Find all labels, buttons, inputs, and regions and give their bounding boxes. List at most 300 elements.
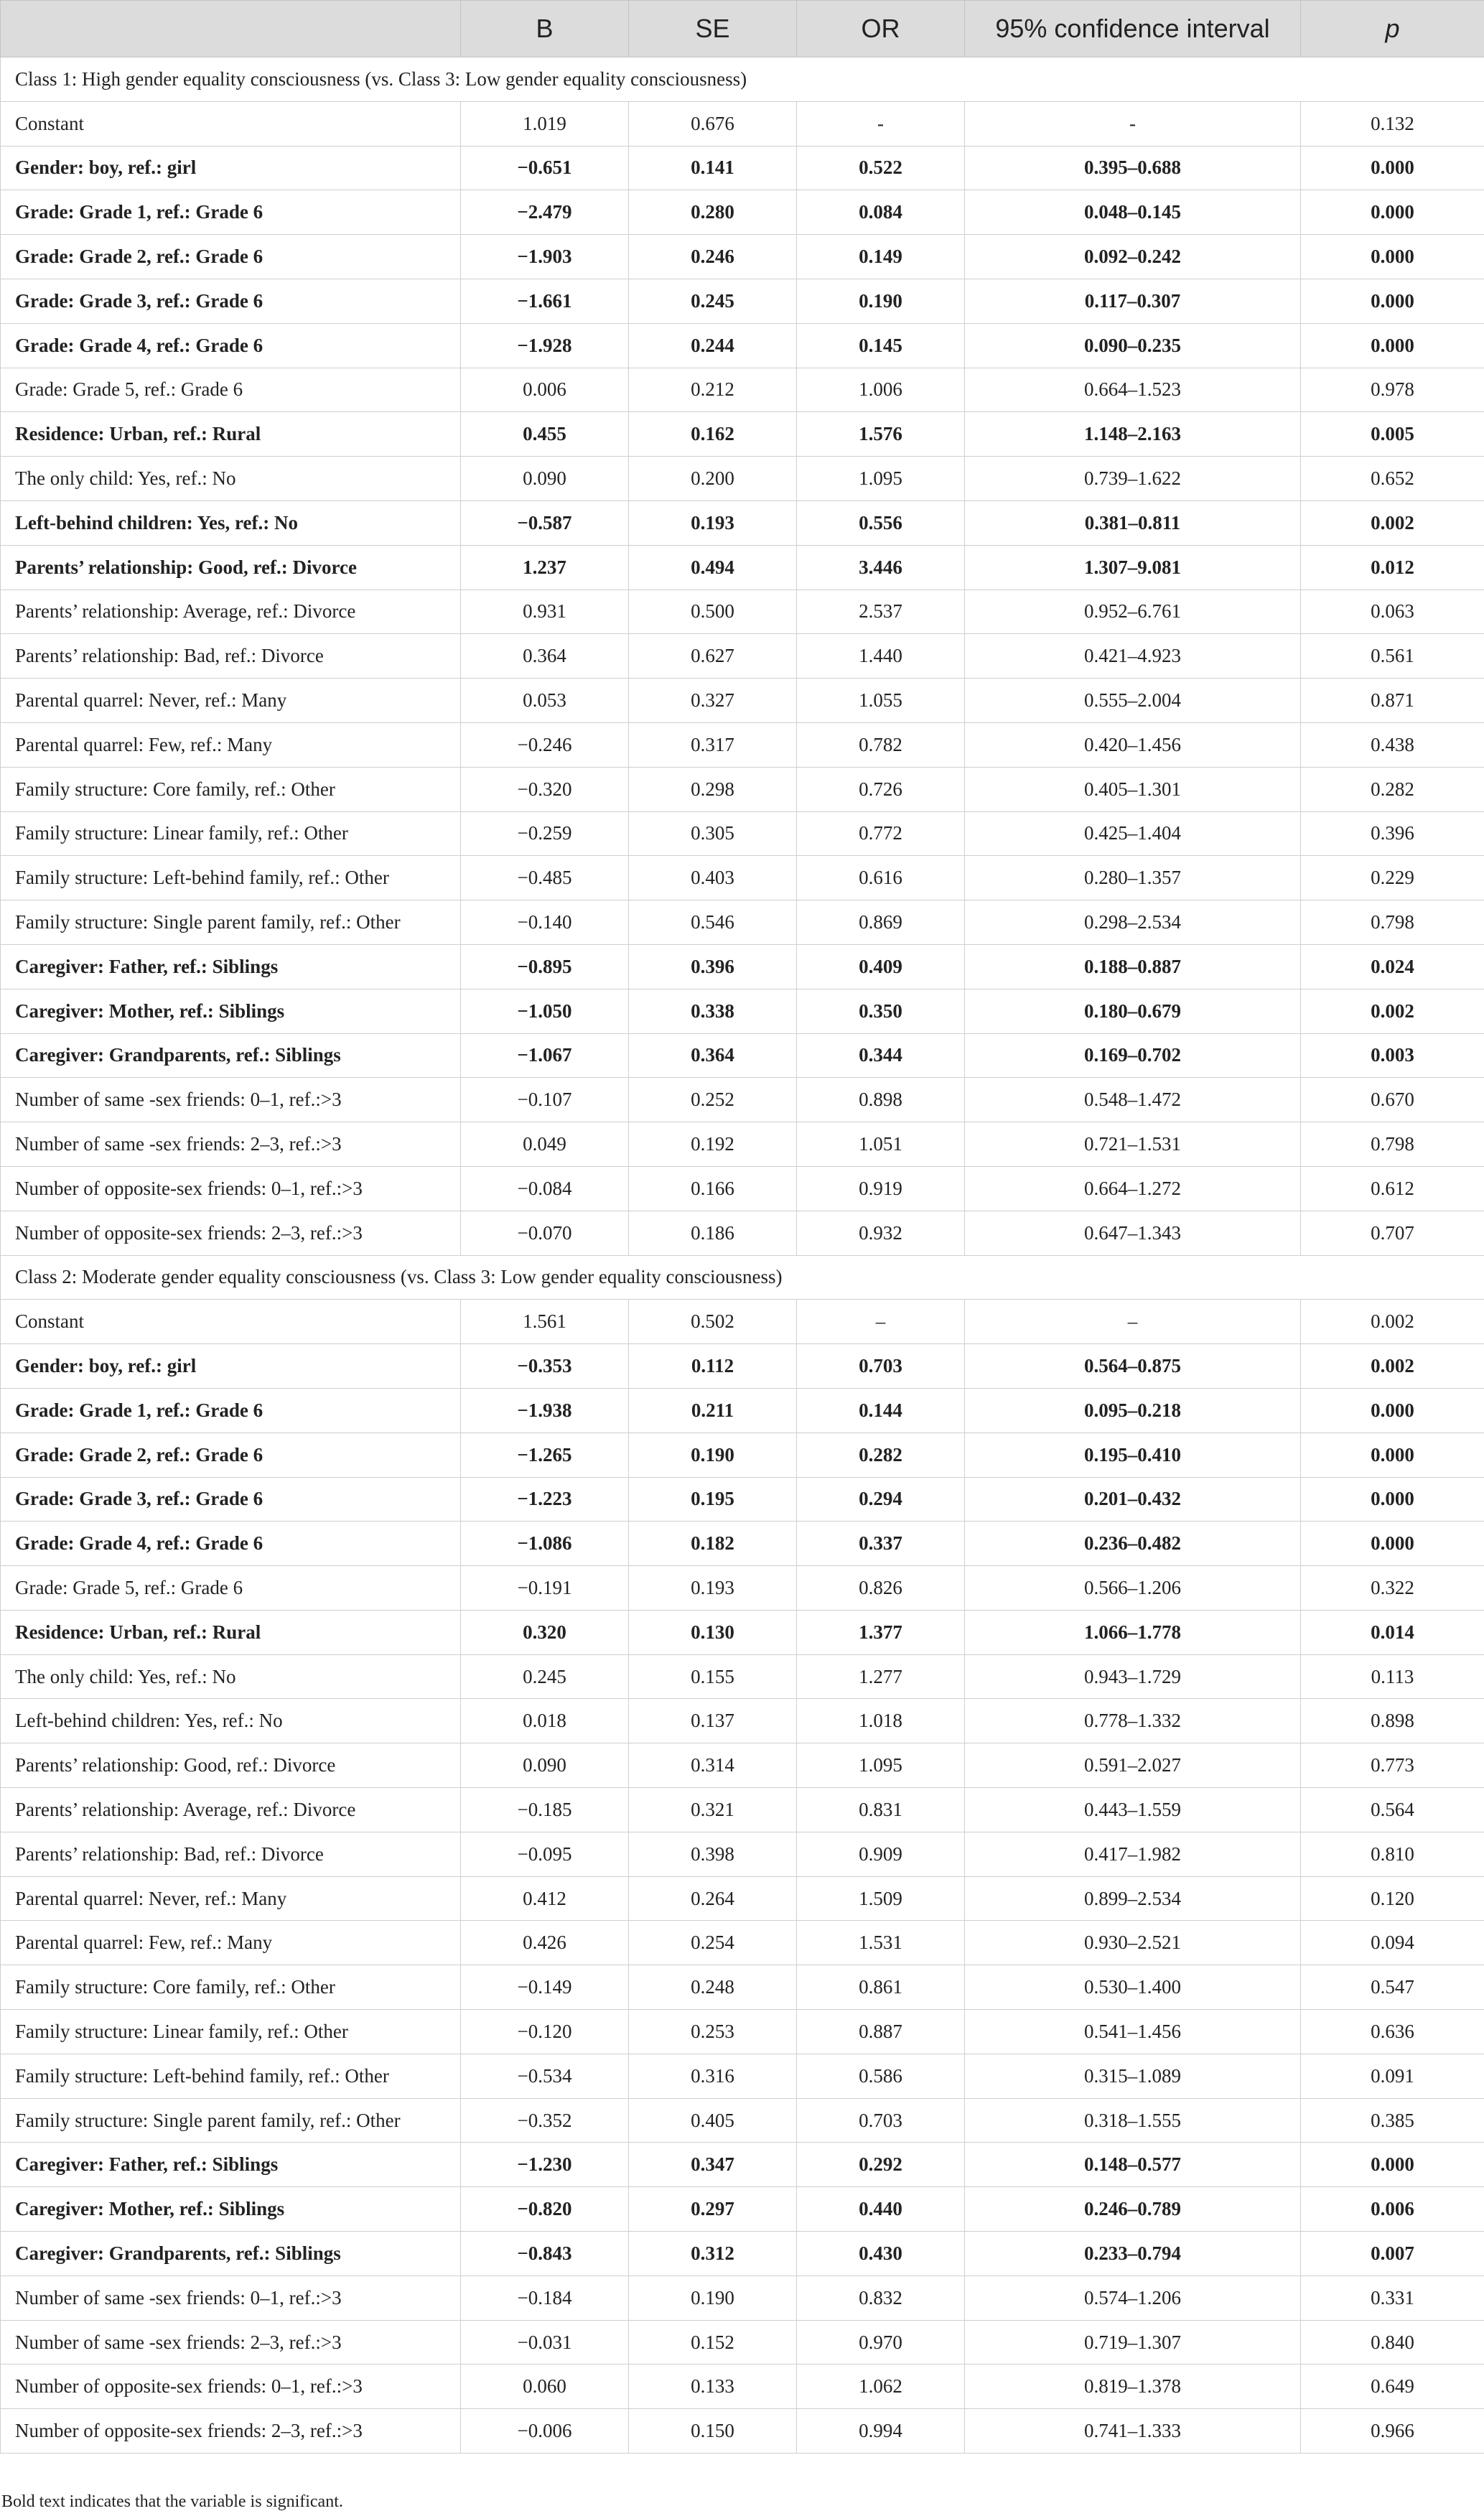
- ci-cell: 0.090–0.235: [965, 323, 1301, 368]
- p-cell: 0.132: [1301, 101, 1484, 146]
- se-cell: 0.305: [629, 811, 797, 856]
- variable-label: Constant: [1, 101, 461, 146]
- or-cell: 0.522: [797, 146, 965, 190]
- variable-label: Parents’ relationship: Good, ref.: Divorce: [1, 545, 461, 590]
- table-row: [1, 1078, 1484, 1122]
- header-or: OR: [797, 1, 965, 57]
- or-cell: 1.055: [797, 679, 965, 723]
- or-cell: 1.062: [797, 2365, 965, 2409]
- variable-label: Number of opposite-sex friends: 2–3, ref.:>3: [1, 2409, 461, 2454]
- ci-cell: 0.395–0.688: [965, 146, 1301, 190]
- p-cell: 0.005: [1301, 412, 1484, 457]
- or-cell: 0.832: [797, 2275, 965, 2320]
- section-header-row: [1, 57, 1484, 102]
- ci-cell: 0.741–1.333: [965, 2409, 1301, 2454]
- table-row: [1, 190, 1484, 235]
- b-cell: −0.140: [461, 900, 629, 945]
- se-cell: 0.280: [629, 190, 797, 235]
- or-cell: 0.772: [797, 811, 965, 856]
- or-cell: 0.149: [797, 235, 965, 279]
- or-cell: 1.095: [797, 1743, 965, 1788]
- b-cell: −1.903: [461, 235, 629, 279]
- table-row: [1, 811, 1484, 856]
- se-cell: 0.112: [629, 1344, 797, 1389]
- variable-label: Number of opposite-sex friends: 0–1, ref.:>3: [1, 1166, 461, 1211]
- table-row: [1, 1300, 1484, 1344]
- variable-label: Residence: Urban, ref.: Rural: [1, 412, 461, 457]
- b-cell: −0.820: [461, 2187, 629, 2232]
- variable-label: Family structure: Left-behind family, ref.: Other: [1, 856, 461, 900]
- p-cell: 0.547: [1301, 1965, 1484, 2010]
- table-row: [1, 1388, 1484, 1432]
- ci-cell: 0.381–0.811: [965, 500, 1301, 545]
- p-cell: 0.094: [1301, 1921, 1484, 1965]
- table-body: [1, 57, 1484, 2454]
- se-cell: 0.627: [629, 634, 797, 679]
- or-cell: 3.446: [797, 545, 965, 590]
- or-cell: 1.531: [797, 1921, 965, 1965]
- or-cell: 0.703: [797, 2098, 965, 2143]
- table-row: [1, 1654, 1484, 1699]
- p-cell: 0.898: [1301, 1699, 1484, 1743]
- se-cell: 0.190: [629, 2275, 797, 2320]
- p-cell: 0.810: [1301, 1832, 1484, 1876]
- b-cell: 0.090: [461, 457, 629, 501]
- ci-cell: 0.930–2.521: [965, 1921, 1301, 1965]
- ci-cell: -: [965, 101, 1301, 146]
- table-row: [1, 900, 1484, 945]
- table-row: [1, 2098, 1484, 2143]
- variable-label: Caregiver: Father, ref.: Siblings: [1, 2143, 461, 2187]
- variable-label: Caregiver: Father, ref.: Siblings: [1, 944, 461, 989]
- variable-label: Parents’ relationship: Bad, ref.: Divorce: [1, 1832, 461, 1876]
- p-cell: 0.385: [1301, 2098, 1484, 2143]
- or-cell: 0.337: [797, 1522, 965, 1566]
- p-cell: 0.966: [1301, 2409, 1484, 2454]
- ci-cell: 0.647–1.343: [965, 1211, 1301, 1255]
- ci-cell: 0.566–1.206: [965, 1566, 1301, 1611]
- p-cell: 0.773: [1301, 1743, 1484, 1788]
- ci-cell: 0.148–0.577: [965, 2143, 1301, 2187]
- p-cell: 0.000: [1301, 279, 1484, 323]
- b-cell: −0.651: [461, 146, 629, 190]
- variable-label: Grade: Grade 2, ref.: Grade 6: [1, 1432, 461, 1477]
- p-cell: 0.000: [1301, 190, 1484, 235]
- variable-label: Family structure: Core family, ref.: Other: [1, 767, 461, 811]
- table-row: [1, 2320, 1484, 2365]
- p-cell: 0.612: [1301, 1166, 1484, 1211]
- b-cell: −0.184: [461, 2275, 629, 2320]
- variable-label: Parental quarrel: Few, ref.: Many: [1, 1921, 461, 1965]
- table-row: [1, 1699, 1484, 1743]
- b-cell: 0.455: [461, 412, 629, 457]
- table-row: [1, 500, 1484, 545]
- se-cell: 0.253: [629, 2010, 797, 2054]
- p-cell: 0.012: [1301, 545, 1484, 590]
- ci-cell: 0.530–1.400: [965, 1965, 1301, 2010]
- p-cell: 0.091: [1301, 2054, 1484, 2098]
- se-cell: 0.152: [629, 2320, 797, 2365]
- b-cell: −0.587: [461, 500, 629, 545]
- p-cell: 0.707: [1301, 1211, 1484, 1255]
- p-cell: 0.798: [1301, 900, 1484, 945]
- se-cell: 0.190: [629, 1432, 797, 1477]
- b-cell: −0.006: [461, 2409, 629, 2454]
- p-cell: 0.652: [1301, 457, 1484, 501]
- se-cell: 0.502: [629, 1300, 797, 1344]
- p-cell: 0.006: [1301, 2187, 1484, 2232]
- or-cell: –: [797, 1300, 965, 1344]
- ci-cell: 0.664–1.272: [965, 1166, 1301, 1211]
- b-cell: 0.053: [461, 679, 629, 723]
- variable-label: Caregiver: Mother, ref.: Siblings: [1, 2187, 461, 2232]
- ci-cell: 0.664–1.523: [965, 368, 1301, 412]
- header-se: SE: [629, 1, 797, 57]
- ci-cell: 0.943–1.729: [965, 1654, 1301, 1699]
- variable-label: Number of same -sex friends: 0–1, ref.:>3: [1, 2275, 461, 2320]
- ci-cell: 0.188–0.887: [965, 944, 1301, 989]
- variable-label: Parental quarrel: Never, ref.: Many: [1, 679, 461, 723]
- table-row: [1, 1211, 1484, 1255]
- table-row: [1, 722, 1484, 767]
- ci-cell: 0.195–0.410: [965, 1432, 1301, 1477]
- variable-label: Family structure: Single parent family, ref.: Other: [1, 900, 461, 945]
- b-cell: 1.561: [461, 1300, 629, 1344]
- variable-label: The only child: Yes, ref.: No: [1, 457, 461, 501]
- p-cell: 0.003: [1301, 1033, 1484, 1078]
- b-cell: −1.230: [461, 2143, 629, 2187]
- variable-label: Number of same -sex friends: 2–3, ref.:>3: [1, 2320, 461, 2365]
- variable-label: Number of opposite-sex friends: 0–1, ref.:>3: [1, 2365, 461, 2409]
- table-row: [1, 2409, 1484, 2454]
- b-cell: −0.149: [461, 1965, 629, 2010]
- p-cell: 0.871: [1301, 679, 1484, 723]
- ci-cell: 0.092–0.242: [965, 235, 1301, 279]
- ci-cell: 0.952–6.761: [965, 590, 1301, 634]
- ci-cell: 0.180–0.679: [965, 989, 1301, 1033]
- table-row: [1, 323, 1484, 368]
- ci-cell: 1.307–9.081: [965, 545, 1301, 590]
- se-cell: 0.298: [629, 767, 797, 811]
- variable-label: Parental quarrel: Few, ref.: Many: [1, 722, 461, 767]
- b-cell: 1.237: [461, 545, 629, 590]
- table-row: [1, 1832, 1484, 1876]
- b-cell: 0.931: [461, 590, 629, 634]
- table-row: [1, 2365, 1484, 2409]
- se-cell: 0.130: [629, 1610, 797, 1654]
- or-cell: 0.440: [797, 2187, 965, 2232]
- table-row: [1, 1344, 1484, 1389]
- p-cell: 0.438: [1301, 722, 1484, 767]
- se-cell: 0.133: [629, 2365, 797, 2409]
- or-cell: 0.703: [797, 1344, 965, 1389]
- or-cell: 0.869: [797, 900, 965, 945]
- or-cell: 0.782: [797, 722, 965, 767]
- table-row: [1, 1033, 1484, 1078]
- b-cell: 0.364: [461, 634, 629, 679]
- ci-cell: 0.233–0.794: [965, 2232, 1301, 2276]
- table-row: [1, 590, 1484, 634]
- table-row: [1, 235, 1484, 279]
- p-cell: 0.120: [1301, 1876, 1484, 1921]
- b-cell: −0.843: [461, 2232, 629, 2276]
- p-cell: 0.002: [1301, 989, 1484, 1033]
- variable-label: Family structure: Single parent family, ref.: Other: [1, 2098, 461, 2143]
- b-cell: −1.938: [461, 1388, 629, 1432]
- b-cell: 0.426: [461, 1921, 629, 1965]
- p-cell: 0.561: [1301, 634, 1484, 679]
- se-cell: 0.195: [629, 1477, 797, 1522]
- table-row: [1, 2275, 1484, 2320]
- b-cell: 0.090: [461, 1743, 629, 1788]
- se-cell: 0.403: [629, 856, 797, 900]
- p-cell: 0.000: [1301, 1388, 1484, 1432]
- variable-label: Caregiver: Mother, ref.: Siblings: [1, 989, 461, 1033]
- se-cell: 0.500: [629, 590, 797, 634]
- p-cell: 0.322: [1301, 1566, 1484, 1611]
- or-cell: -: [797, 101, 965, 146]
- ci-cell: 0.425–1.404: [965, 811, 1301, 856]
- p-cell: 0.063: [1301, 590, 1484, 634]
- or-cell: 0.344: [797, 1033, 965, 1078]
- variable-label: Caregiver: Grandparents, ref.: Siblings: [1, 1033, 461, 1078]
- b-cell: −1.050: [461, 989, 629, 1033]
- b-cell: 0.018: [461, 1699, 629, 1743]
- b-cell: −1.223: [461, 1477, 629, 1522]
- variable-label: Grade: Grade 1, ref.: Grade 6: [1, 190, 461, 235]
- ci-cell: 0.555–2.004: [965, 679, 1301, 723]
- or-cell: 0.144: [797, 1388, 965, 1432]
- variable-label: Grade: Grade 3, ref.: Grade 6: [1, 1477, 461, 1522]
- ci-cell: 0.591–2.027: [965, 1743, 1301, 1788]
- table-footnote: Bold text indicates that the variable is significant.: [1, 2493, 343, 2510]
- table-row: [1, 1610, 1484, 1654]
- ci-cell: 0.236–0.482: [965, 1522, 1301, 1566]
- variable-label: Number of same -sex friends: 2–3, ref.:>3: [1, 1122, 461, 1167]
- table-row: [1, 2143, 1484, 2187]
- ci-cell: 0.405–1.301: [965, 767, 1301, 811]
- table-row: [1, 2054, 1484, 2098]
- ci-cell: 0.417–1.982: [965, 1832, 1301, 1876]
- section-title: Class 2: Moderate gender equality consciousness (vs. Class 3: Low gender equality consciousness): [1, 1255, 1484, 1300]
- ci-cell: 0.318–1.555: [965, 2098, 1301, 2143]
- se-cell: 0.676: [629, 101, 797, 146]
- variable-label: Number of opposite-sex friends: 2–3, ref.:>3: [1, 1211, 461, 1255]
- table-row: [1, 1522, 1484, 1566]
- ci-cell: 0.048–0.145: [965, 190, 1301, 235]
- variable-label: Grade: Grade 1, ref.: Grade 6: [1, 1388, 461, 1432]
- p-cell: 0.229: [1301, 856, 1484, 900]
- table-row: [1, 279, 1484, 323]
- ci-cell: 0.719–1.307: [965, 2320, 1301, 2365]
- se-cell: 0.193: [629, 1566, 797, 1611]
- variable-label: Grade: Grade 2, ref.: Grade 6: [1, 235, 461, 279]
- ci-cell: 1.148–2.163: [965, 412, 1301, 457]
- se-cell: 0.166: [629, 1166, 797, 1211]
- variable-label: Residence: Urban, ref.: Rural: [1, 1610, 461, 1654]
- ci-cell: –: [965, 1300, 1301, 1344]
- p-cell: 0.636: [1301, 2010, 1484, 2054]
- b-cell: −0.120: [461, 2010, 629, 2054]
- se-cell: 0.327: [629, 679, 797, 723]
- p-cell: 0.000: [1301, 1432, 1484, 1477]
- p-cell: 0.024: [1301, 944, 1484, 989]
- b-cell: −0.084: [461, 1166, 629, 1211]
- variable-label: Family structure: Linear family, ref.: Other: [1, 811, 461, 856]
- p-cell: 0.840: [1301, 2320, 1484, 2365]
- header-variable: [1, 1, 461, 57]
- ci-cell: 0.169–0.702: [965, 1033, 1301, 1078]
- table-row: [1, 2232, 1484, 2276]
- p-cell: 0.564: [1301, 1788, 1484, 1832]
- se-cell: 0.546: [629, 900, 797, 945]
- ci-cell: 0.541–1.456: [965, 2010, 1301, 2054]
- or-cell: 0.084: [797, 190, 965, 235]
- table-row: [1, 412, 1484, 457]
- b-cell: −0.246: [461, 722, 629, 767]
- table-row: [1, 1477, 1484, 1522]
- ci-cell: 0.721–1.531: [965, 1122, 1301, 1167]
- table-row: [1, 767, 1484, 811]
- ci-cell: 0.819–1.378: [965, 2365, 1301, 2409]
- b-cell: −0.353: [461, 1344, 629, 1389]
- ci-cell: 0.117–0.307: [965, 279, 1301, 323]
- or-cell: 1.277: [797, 1654, 965, 1699]
- se-cell: 0.162: [629, 412, 797, 457]
- table-row: [1, 634, 1484, 679]
- table-row: [1, 1788, 1484, 1832]
- se-cell: 0.141: [629, 146, 797, 190]
- or-cell: 0.826: [797, 1566, 965, 1611]
- ci-cell: 0.778–1.332: [965, 1699, 1301, 1743]
- variable-label: Grade: Grade 5, ref.: Grade 6: [1, 368, 461, 412]
- table-row: [1, 1743, 1484, 1788]
- variable-label: Grade: Grade 4, ref.: Grade 6: [1, 323, 461, 368]
- or-cell: 0.586: [797, 2054, 965, 2098]
- table-row: [1, 2010, 1484, 2054]
- table-row: [1, 1876, 1484, 1921]
- p-cell: 0.000: [1301, 1522, 1484, 1566]
- table-row: [1, 146, 1484, 190]
- p-cell: 0.000: [1301, 323, 1484, 368]
- or-cell: 0.409: [797, 944, 965, 989]
- se-cell: 0.137: [629, 1699, 797, 1743]
- variable-label: Caregiver: Grandparents, ref.: Siblings: [1, 2232, 461, 2276]
- or-cell: 0.898: [797, 1078, 965, 1122]
- table-row: [1, 944, 1484, 989]
- ci-cell: 0.899–2.534: [965, 1876, 1301, 1921]
- variable-label: Grade: Grade 4, ref.: Grade 6: [1, 1522, 461, 1566]
- b-cell: −2.479: [461, 190, 629, 235]
- ci-cell: 0.421–4.923: [965, 634, 1301, 679]
- variable-label: Number of same -sex friends: 0–1, ref.:>3: [1, 1078, 461, 1122]
- section-header-row: [1, 1255, 1484, 1300]
- table-row: [1, 368, 1484, 412]
- b-cell: −0.320: [461, 767, 629, 811]
- header-b: B: [461, 1, 629, 57]
- table-row: [1, 1566, 1484, 1611]
- se-cell: 0.192: [629, 1122, 797, 1167]
- or-cell: 0.616: [797, 856, 965, 900]
- or-cell: 0.294: [797, 1477, 965, 1522]
- b-cell: −0.095: [461, 1832, 629, 1876]
- b-cell: −0.895: [461, 944, 629, 989]
- or-cell: 0.145: [797, 323, 965, 368]
- variable-label: Parents’ relationship: Good, ref.: Divorce: [1, 1743, 461, 1788]
- p-cell: 0.000: [1301, 2143, 1484, 2187]
- or-cell: 1.095: [797, 457, 965, 501]
- header-p: p: [1301, 1, 1484, 57]
- b-cell: 0.412: [461, 1876, 629, 1921]
- se-cell: 0.321: [629, 1788, 797, 1832]
- se-cell: 0.246: [629, 235, 797, 279]
- se-cell: 0.211: [629, 1388, 797, 1432]
- variable-label: Left-behind children: Yes, ref.: No: [1, 500, 461, 545]
- p-cell: 0.113: [1301, 1654, 1484, 1699]
- variable-label: Parents’ relationship: Bad, ref.: Divorce: [1, 634, 461, 679]
- or-cell: 1.006: [797, 368, 965, 412]
- b-cell: 0.006: [461, 368, 629, 412]
- section-title: Class 1: High gender equality consciousness (vs. Class 3: Low gender equality consciousness): [1, 57, 1484, 102]
- or-cell: 0.190: [797, 279, 965, 323]
- variable-label: Left-behind children: Yes, ref.: No: [1, 1699, 461, 1743]
- or-cell: 1.018: [797, 1699, 965, 1743]
- b-cell: 0.049: [461, 1122, 629, 1167]
- b-cell: −1.265: [461, 1432, 629, 1477]
- se-cell: 0.314: [629, 1743, 797, 1788]
- b-cell: −0.107: [461, 1078, 629, 1122]
- ci-cell: 0.246–0.789: [965, 2187, 1301, 2232]
- p-cell: 0.649: [1301, 2365, 1484, 2409]
- or-cell: 0.887: [797, 2010, 965, 2054]
- b-cell: 1.019: [461, 101, 629, 146]
- se-cell: 0.248: [629, 1965, 797, 2010]
- variable-label: Gender: boy, ref.: girl: [1, 1344, 461, 1389]
- or-cell: 0.932: [797, 1211, 965, 1255]
- ci-cell: 1.066–1.778: [965, 1610, 1301, 1654]
- ci-cell: 0.739–1.622: [965, 457, 1301, 501]
- or-cell: 0.292: [797, 2143, 965, 2187]
- p-cell: 0.331: [1301, 2275, 1484, 2320]
- table-row: [1, 2187, 1484, 2232]
- se-cell: 0.316: [629, 2054, 797, 2098]
- se-cell: 0.396: [629, 944, 797, 989]
- header-ci: 95% confidence interval: [965, 1, 1301, 57]
- ci-cell: 0.420–1.456: [965, 722, 1301, 767]
- se-cell: 0.347: [629, 2143, 797, 2187]
- or-cell: 0.994: [797, 2409, 965, 2454]
- b-cell: −0.352: [461, 2098, 629, 2143]
- or-cell: 1.576: [797, 412, 965, 457]
- se-cell: 0.317: [629, 722, 797, 767]
- se-cell: 0.186: [629, 1211, 797, 1255]
- variable-label: Family structure: Left-behind family, ref.: Other: [1, 2054, 461, 2098]
- p-cell: 0.002: [1301, 1300, 1484, 1344]
- p-cell: 0.978: [1301, 368, 1484, 412]
- table-row: [1, 545, 1484, 590]
- or-cell: 1.051: [797, 1122, 965, 1167]
- table-row: [1, 989, 1484, 1033]
- p-cell: 0.014: [1301, 1610, 1484, 1654]
- se-cell: 0.398: [629, 1832, 797, 1876]
- ci-cell: 0.443–1.559: [965, 1788, 1301, 1832]
- b-cell: −0.031: [461, 2320, 629, 2365]
- or-cell: 0.282: [797, 1432, 965, 1477]
- variable-label: Gender: boy, ref.: girl: [1, 146, 461, 190]
- table-row: [1, 1432, 1484, 1477]
- variable-label: Parental quarrel: Never, ref.: Many: [1, 1876, 461, 1921]
- se-cell: 0.312: [629, 2232, 797, 2276]
